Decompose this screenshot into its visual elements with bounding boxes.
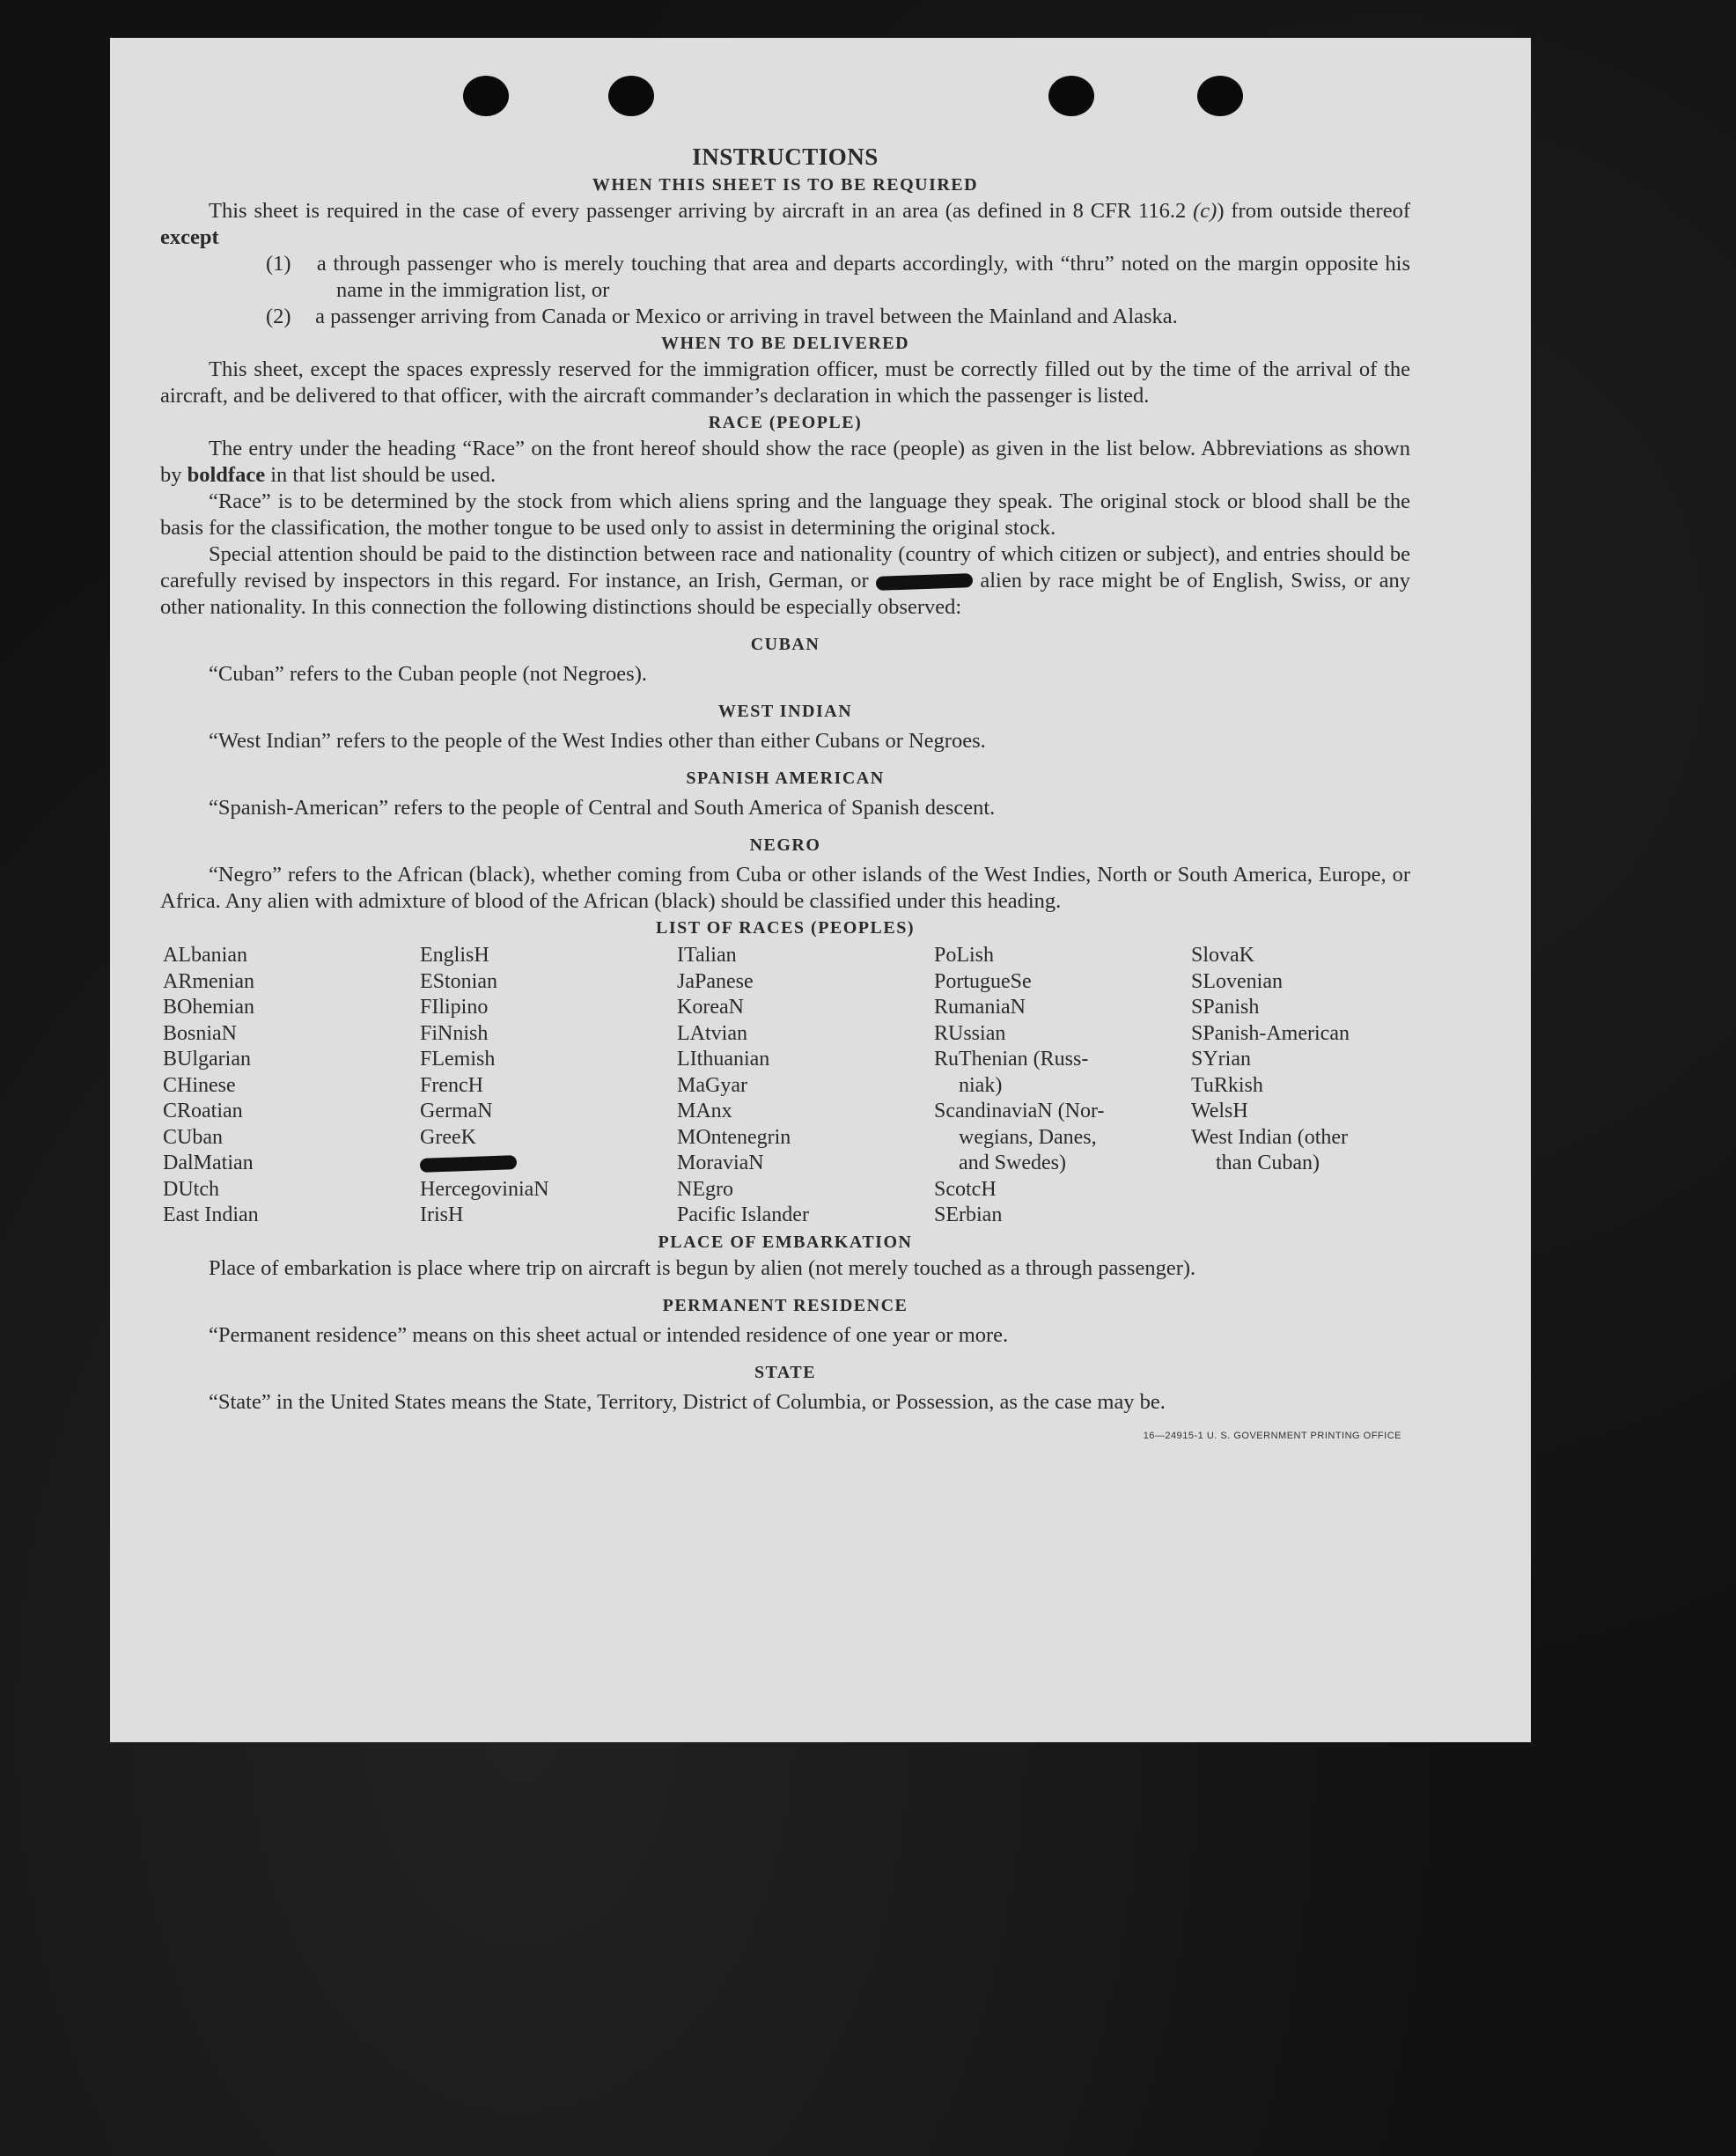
punch-hole [1197, 76, 1243, 116]
race-entry: ITalian [677, 944, 737, 967]
race-column [163, 943, 420, 1229]
race-entry: LIthuanian [677, 1048, 770, 1071]
race-entry: SPanish-American [1191, 1021, 1350, 1045]
when-required-intro: This sheet is required in the case of every passenger arriving by aircraft in an area (as defined in 8 CFR 116.2 (c)) from outside thereof except [160, 199, 1410, 249]
race-entry: ALbanian [163, 944, 247, 967]
race-entry: CRoatian [163, 1100, 243, 1122]
race-paragraph-2: “Race” is to be determined by the stock from which aliens spring and the language they speak. The original stock or blood shall be the basis for the classification, the mother tongue to be used only to assist in determining the original stock. [160, 489, 1410, 540]
race-entry: SYrian [1191, 1048, 1251, 1071]
race-entry: BOhemian [163, 996, 254, 1019]
race-entry: RUssian [934, 1021, 1006, 1045]
race-entry: LAtvian [677, 1021, 747, 1045]
races-list [163, 943, 1410, 1229]
race-entry: SlovaK [1191, 944, 1254, 967]
section-heading-west-indian: WEST INDIAN [717, 702, 853, 721]
race-entry: DUtch [163, 1177, 219, 1201]
race-entry: West Indian (other [1191, 1125, 1349, 1149]
section-heading-race: RACE (PEOPLE) [708, 413, 863, 432]
negro-text: “Negro” refers to the African (black), whether coming from Cuba or other islands of the West Indies, North or South America, Europe, or Africa. Any alien with admixture of blood of the African (black) should be classified under this heading. [160, 863, 1410, 913]
race-entry: MoraviaN [677, 1152, 764, 1174]
race-entry: MaGyar [677, 1073, 747, 1097]
race-entry: PoLish [934, 944, 995, 967]
race-column [934, 943, 1191, 1229]
race-entry: than Cuban) [1216, 1152, 1320, 1174]
section-heading-cuban: CUBAN [750, 635, 820, 654]
race-entry: BosniaN [163, 1021, 237, 1045]
section-heading-residence: PERMANENT RESIDENCE [662, 1295, 908, 1315]
race-entry: WelsH [1191, 1100, 1248, 1122]
race-entry: IrisH [420, 1203, 464, 1226]
race-entry: EnglisH [420, 944, 489, 967]
redaction-mark [876, 573, 973, 591]
punch-hole [608, 76, 654, 116]
section-heading-list-of-races: LIST OF RACES (PEOPLES) [655, 918, 915, 938]
race-entry: ScandinaviaN (Nor- [934, 1100, 1105, 1122]
race-entry: ScotcH [934, 1177, 997, 1201]
page-title: INSTRUCTIONS [692, 143, 879, 170]
punch-hole [463, 76, 509, 116]
race-entry: FiNnish [420, 1021, 489, 1045]
race-entry: HercegoviniaN [420, 1177, 549, 1201]
instructions-content [160, 142, 1410, 1449]
document-page [110, 38, 1531, 1742]
section-heading-embarkation: PLACE OF EMBARKATION [658, 1232, 913, 1252]
race-entry: MOntenegrin [677, 1125, 791, 1149]
race-entry: PortugueSe [934, 969, 1032, 993]
race-entry: niak) [959, 1073, 1003, 1097]
redaction-mark [420, 1156, 517, 1174]
race-entry: RumaniaN [934, 996, 1026, 1019]
race-column [420, 943, 677, 1229]
race-column [677, 943, 934, 1229]
race-entry: KoreaN [677, 996, 744, 1019]
state-text: “State” in the United States means the State, Territory, District of Columbia, or Possession, as the case may be. 16—24915-1 U. S. GOVERNMENT PRINTING OFFICE [160, 1389, 1410, 1449]
race-entry: East Indian [163, 1203, 259, 1226]
print-code: 16—24915-1 U. S. GOVERNMENT PRINTING OFFICE [1143, 1430, 1401, 1441]
race-entry: and Swedes) [959, 1152, 1066, 1174]
race-entry: NEgro [677, 1177, 733, 1201]
race-entry: wegians, Danes, [959, 1125, 1097, 1149]
race-entry: SLovenian [1191, 969, 1283, 993]
when-delivered-text: This sheet, except the spaces expressly reserved for the immigration officer, must be correctly filled out by the time of the arrival of the aircraft, and be delivered to that officer, with the aircraft commander’s declaration in which the passenger is listed. [160, 357, 1410, 408]
cuban-text: “Cuban” refers to the Cuban people (not Negroes). [209, 662, 647, 686]
race-paragraph-1: The entry under the heading “Race” on the front hereof should show the race (people) as given in the list below. Abbreviations as shown by boldface in that list should be used. [160, 437, 1410, 487]
spanish-american-text: “Spanish-American” refers to the people of Central and South America of Spanish descent. [209, 796, 996, 820]
race-entry: FIlipino [420, 996, 489, 1019]
race-column [1191, 943, 1448, 1229]
race-entry: EStonian [420, 969, 497, 993]
race-entry: ARmenian [163, 969, 254, 993]
exception-item-2: (2) a passenger arriving from Canada or Mexico or arriving in travel between the Mainland and Alaska. [266, 305, 1178, 328]
race-entry: SErbian [934, 1203, 1003, 1226]
exception-item-1: (1) a through passenger who is merely touching that area and departs accordingly, with “thru” noted on the margin opposite his name in the immigration list, or [266, 252, 1411, 302]
race-entry: FLemish [420, 1048, 496, 1071]
race-entry: CHinese [163, 1073, 236, 1097]
race-entry: CUban [163, 1125, 223, 1149]
race-paragraph-3: Special attention should be paid to the distinction between race and nationality (country of which citizen or subject), and entries should be carefully revised by inspectors in this regard. For instance, an Irish, German, or alien by race might be of English, Swiss, or any other nationality. In this connection the following distinctions should be especially observed: [160, 542, 1410, 619]
punch-hole [1048, 76, 1094, 116]
state-block [160, 1389, 1410, 1449]
race-entry: SPanish [1191, 996, 1260, 1019]
race-entry: GreeK [420, 1125, 476, 1149]
race-entry: FrencH [420, 1073, 483, 1097]
section-heading-state: STATE [754, 1362, 817, 1382]
race-entry: DalMatian [163, 1152, 254, 1174]
section-heading-when-delivered: WHEN TO BE DELIVERED [660, 334, 910, 353]
section-heading-negro: NEGRO [749, 835, 821, 855]
race-entry [420, 1151, 677, 1177]
residence-text: “Permanent residence” means on this sheet actual or intended residence of one year or more. [209, 1322, 1009, 1347]
race-entry: MAnx [677, 1100, 732, 1122]
section-heading-spanish-american: SPANISH AMERICAN [686, 769, 885, 788]
section-heading-when-required: WHEN THIS SHEET IS TO BE REQUIRED [592, 175, 979, 195]
embarkation-text: Place of embarkation is place where trip on aircraft is begun by alien (not merely touched as a through passenger). [209, 1255, 1196, 1280]
race-entry: JaPanese [677, 969, 754, 993]
race-entry: RuThenian (Russ- [934, 1048, 1089, 1071]
race-entry: Pacific Islander [677, 1203, 809, 1226]
race-entry: TuRkish [1191, 1073, 1263, 1097]
west-indian-text: “West Indian” refers to the people of the West Indies other than either Cubans or Negroes. [209, 729, 986, 753]
race-entry: GermaN [420, 1100, 493, 1122]
race-entry: BUlgarian [163, 1048, 251, 1071]
